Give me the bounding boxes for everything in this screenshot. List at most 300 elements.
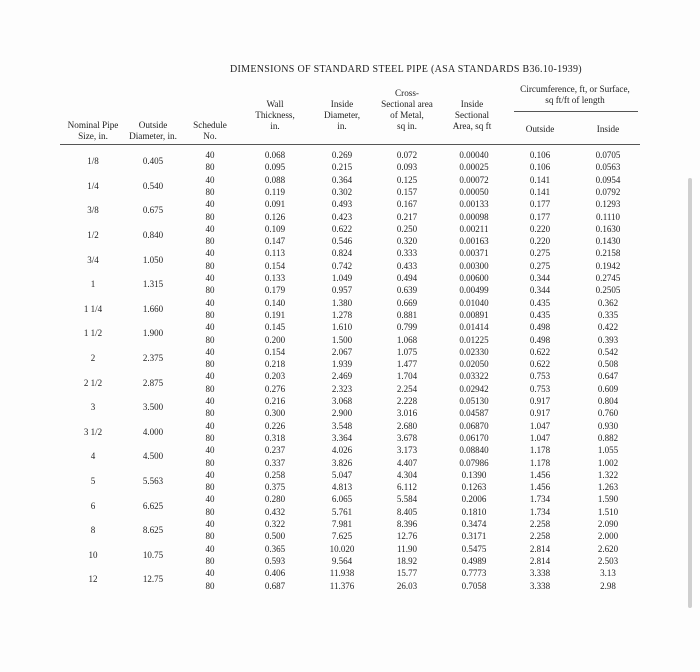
cell-id: 4.026 [331,445,353,456]
cell-id: 1.278 [331,309,353,320]
cell-c-out: 0.435 [529,297,551,308]
cell-od: 1.660 [142,303,164,314]
cell-in-area: 0.00211 [459,223,489,234]
cell-id: 3.826 [331,457,353,468]
cell-in-area: 0.07986 [459,457,489,468]
cell-area: 0.639 [396,285,418,296]
cell-area: 11.90 [397,543,417,554]
cell-wall: 0.154 [264,346,286,357]
cell-in-area: 0.01040 [459,297,489,308]
cell-c-in: 0.930 [597,420,619,431]
cell-c-out: 0.917 [529,408,551,419]
header-schedule: Schedule No. [193,120,227,141]
cell-id: 6.065 [331,494,353,505]
cell-sched: 80 [205,457,215,468]
cell-c-in: 0.2158 [595,248,621,259]
cell-id: 0.423 [331,211,353,222]
cell-c-out: 0.498 [529,322,551,333]
cell-wall: 0.218 [264,359,286,370]
cell-area: 0.333 [396,248,418,259]
cell-sched: 40 [205,199,215,210]
cell-sched: 40 [205,469,215,480]
cell-sched: 40 [205,150,215,160]
cell-wall: 0.432 [264,506,286,517]
cell-c-out: 0.275 [529,248,551,259]
circumference-divider [514,111,638,112]
scrollbar[interactable] [688,178,692,608]
cell-c-out: 1.178 [529,445,551,456]
cell-wall: 0.375 [264,482,286,493]
cell-in-area: 0.06870 [459,420,489,431]
cell-area: 3.678 [396,432,418,443]
cell-in-area: 0.01414 [459,322,489,333]
cell-c-in: 0.882 [597,432,619,443]
cell-in-area: 0.7773 [461,568,487,579]
cell-sched: 80 [205,531,215,542]
cell-od: 0.405 [142,156,164,167]
cell-id: 1.049 [331,273,353,283]
cell-c-in: 2.503 [597,555,619,566]
cell-size: 10 [88,549,98,560]
cell-id: 11.938 [329,568,355,579]
cell-sched: 40 [205,322,215,333]
cell-od: 8.625 [142,525,164,536]
header-circ-inside: Inside [596,124,620,134]
cell-wall: 0.318 [264,432,286,443]
cell-size: 2 1/2 [83,377,103,388]
cell-c-in: 0.1430 [595,236,621,247]
cell-id: 2.900 [331,408,353,419]
cell-c-in: 0.0563 [595,162,621,173]
header-nominal-size: Nominal Pipe Size, in. [67,120,119,141]
cell-c-out: 0.498 [529,334,551,345]
header-wall-thickness: Wall Thickness, in. [255,99,295,131]
cell-wall: 0.088 [264,174,286,185]
cell-id: 0.493 [331,199,353,210]
cell-area: 0.433 [396,260,418,271]
cell-c-out: 1.047 [529,420,551,431]
cell-id: 2.323 [331,383,353,394]
cell-od: 3.500 [142,402,164,413]
cell-in-area: 0.1810 [461,506,487,517]
cell-c-out: 0.275 [529,260,551,271]
cell-in-area: 0.02050 [459,359,489,370]
cell-id: 0.622 [331,223,353,234]
cell-c-out: 0.177 [529,199,551,210]
cell-c-in: 1.002 [597,457,619,468]
cell-sched: 40 [205,445,215,456]
cell-c-in: 0.0954 [595,174,621,185]
cell-id: 9.564 [331,555,353,566]
cell-c-in: 0.542 [597,346,619,357]
cell-in-area: 0.2006 [461,494,487,505]
cell-c-in: 1.590 [597,494,619,505]
cell-sched: 40 [205,396,215,406]
cell-c-in: 0.1293 [595,199,621,210]
cell-size: 2 [90,352,96,363]
cell-sched: 80 [205,211,215,222]
cell-c-in: 0.2505 [595,285,621,296]
cell-sched: 40 [205,519,215,529]
cell-c-in: 0.362 [597,297,619,308]
cell-sched: 40 [205,223,215,234]
cell-c-out: 0.917 [529,396,551,406]
cell-od: 4.000 [142,426,164,437]
cell-size: 6 [90,500,96,511]
cell-sched: 80 [205,260,215,271]
cell-in-area: 0.00040 [459,150,489,160]
cell-in-area: 0.08840 [459,445,489,456]
cell-id: 0.215 [331,162,353,173]
cell-c-out: 3.338 [529,568,551,579]
cell-area: 1.704 [396,371,418,382]
cell-wall: 0.200 [264,334,286,345]
cell-wall: 0.337 [264,457,286,468]
cell-c-in: 0.1942 [595,260,621,271]
cell-area: 0.093 [396,162,418,173]
cell-in-area: 0.3474 [461,519,487,529]
cell-od: 5.563 [142,475,164,486]
cell-size: 1/8 [87,156,99,167]
cell-in-area: 0.00050 [459,186,489,197]
cell-in-area: 0.00098 [459,211,489,222]
cell-in-area: 0.00300 [459,260,489,271]
cell-area: 0.217 [396,211,418,222]
cell-c-in: 0.422 [597,322,619,333]
cell-area: 0.881 [396,309,418,320]
cell-sched: 80 [205,236,215,247]
cell-size: 3 1/2 [83,426,103,437]
cell-area: 0.320 [396,236,418,247]
cell-wall: 0.179 [264,285,286,296]
cell-area: 8.405 [396,506,418,517]
cell-in-area: 0.05130 [459,396,489,406]
cell-wall: 0.276 [264,383,286,394]
cell-wall: 0.133 [264,273,286,283]
cell-c-in: 0.0792 [595,186,621,197]
cell-area: 4.304 [396,469,418,480]
cell-c-out: 0.344 [529,285,551,296]
cell-c-out: 0.344 [529,273,551,283]
cell-sched: 40 [205,568,215,579]
cell-area: 15.77 [396,568,418,579]
cell-c-in: 1.510 [597,506,619,517]
cell-od: 12.75 [142,574,164,585]
cell-sched: 40 [205,248,215,259]
cell-sched: 80 [205,162,215,173]
cell-c-in: 0.647 [597,371,619,382]
cell-c-out: 0.141 [529,186,551,197]
cell-area: 12.76 [396,531,418,542]
cell-sched: 40 [205,420,215,431]
cell-c-out: 0.220 [529,236,551,247]
cell-sched: 40 [205,297,215,308]
cell-wall: 0.237 [264,445,286,456]
header-outside-diameter: Outside Diameter, in. [129,120,177,141]
cell-id: 0.364 [331,174,353,185]
header-cross-sectional-area: Cross- Sectional area of Metal, sq in. [381,88,433,131]
cell-size: 3/8 [87,205,99,216]
cell-sched: 80 [205,432,215,443]
cell-wall: 0.300 [264,408,286,419]
cell-in-area: 0.1263 [461,482,487,493]
cell-area: 0.157 [396,186,418,197]
cell-in-area: 0.03322 [459,371,489,382]
cell-wall: 0.280 [264,494,286,505]
cell-area: 1.477 [396,359,418,370]
cell-in-area: 0.00371 [459,248,489,259]
cell-area: 0.799 [396,322,418,333]
cell-c-out: 0.753 [529,383,551,394]
cell-c-in: 2.090 [597,519,619,529]
cell-in-area: 0.00600 [459,273,489,283]
cell-size: 5 [90,475,96,486]
cell-area: 2.228 [396,396,418,406]
cell-wall: 0.113 [265,248,285,259]
cell-c-out: 1.178 [529,457,551,468]
cell-id: 3.068 [331,396,353,406]
cell-c-in: 0.1110 [595,211,621,222]
cell-sched: 80 [205,580,215,591]
cell-od: 2.875 [142,377,164,388]
cell-id: 2.469 [331,371,353,382]
cell-wall: 0.154 [264,260,286,271]
cell-c-out: 2.814 [529,555,551,566]
cell-c-out: 2.258 [529,519,551,529]
cell-id: 0.824 [331,248,353,259]
cell-size: 8 [90,525,96,536]
cell-sched: 80 [205,383,215,394]
cell-c-in: 1.263 [597,482,619,493]
cell-size: 1/2 [87,229,99,240]
cell-id: 2.067 [331,346,353,357]
cell-wall: 0.365 [264,543,286,554]
cell-wall: 0.500 [264,531,286,542]
cell-id: 11.376 [329,580,355,591]
cell-od: 2.375 [142,352,164,363]
cell-c-out: 0.141 [529,174,551,185]
cell-in-area: 0.02330 [459,346,489,357]
cell-wall: 0.109 [264,223,286,234]
header-inside-diameter: Inside Diameter, in. [323,99,361,131]
cell-sched: 80 [205,334,215,345]
cell-area: 0.125 [396,174,418,185]
cell-size: 1 [90,279,96,290]
cell-wall: 0.216 [264,396,286,406]
cell-area: 0.669 [396,297,418,308]
cell-sched: 40 [205,543,215,554]
cell-c-out: 1.456 [529,482,551,493]
cell-wall: 0.091 [264,199,286,210]
cell-c-in: 0.609 [597,383,619,394]
cell-wall: 0.322 [264,519,286,529]
header-rule [60,144,640,145]
cell-sched: 80 [205,285,215,296]
cell-id: 0.269 [331,150,353,160]
cell-size: 1 1/2 [83,328,103,339]
cell-id: 1.939 [331,359,353,370]
cell-c-in: 1.322 [597,469,619,480]
cell-id: 1.500 [331,334,353,345]
cell-id: 10.020 [329,543,355,554]
cell-area: 2.680 [396,420,418,431]
cell-id: 0.742 [331,260,353,271]
cell-od: 6.625 [142,500,164,511]
cell-area: 3.173 [396,445,418,456]
cell-id: 1.380 [331,297,353,308]
cell-c-out: 3.338 [529,580,551,591]
cell-area: 5.584 [396,494,418,505]
cell-sched: 80 [205,186,215,197]
cell-wall: 0.593 [264,555,286,566]
cell-od: 1.315 [142,279,164,290]
cell-in-area: 0.7058 [461,580,487,591]
cell-wall: 0.095 [264,162,286,173]
header-circumference: Circumference, ft, or Surface, sq ft/ft of length [520,84,630,105]
cell-area: 26.03 [396,580,418,591]
cell-id: 3.548 [331,420,353,431]
cell-sched: 40 [205,174,215,185]
cell-area: 4.407 [396,457,418,468]
cell-c-in: 0.393 [597,334,619,345]
cell-sched: 40 [205,494,215,505]
cell-c-out: 0.622 [529,346,551,357]
cell-in-area: 0.00891 [459,309,489,320]
cell-in-area: 0.1390 [461,469,487,480]
cell-size: 3 [90,402,96,413]
cell-c-in: 0.508 [597,359,619,370]
cell-c-in: 0.335 [597,309,619,320]
cell-wall: 0.687 [264,580,286,591]
cell-c-out: 2.814 [529,543,551,554]
cell-area: 2.254 [396,383,418,394]
cell-wall: 0.406 [264,568,286,579]
cell-od: 0.540 [142,180,164,191]
cell-wall: 0.145 [264,322,286,333]
cell-c-in: 0.1630 [595,223,621,234]
cell-sched: 80 [205,506,215,517]
cell-c-in: 3.13 [600,568,616,579]
cell-sched: 80 [205,408,215,419]
cell-area: 18.92 [396,555,418,566]
cell-area: 8.396 [396,519,418,529]
cell-id: 7.625 [331,531,353,542]
cell-area: 3.016 [396,408,418,419]
cell-id: 1.610 [331,322,353,333]
cell-size: 3/4 [87,254,99,265]
cell-id: 5.047 [331,469,353,480]
cell-c-out: 0.435 [529,309,551,320]
cell-sched: 80 [205,555,215,566]
cell-c-out: 1.734 [529,494,551,505]
cell-c-in: 0.2745 [595,273,621,283]
cell-c-out: 1.734 [529,506,551,517]
cell-in-area: 0.00025 [459,162,489,173]
cell-wall: 0.126 [264,211,286,222]
cell-sched: 80 [205,482,215,493]
cell-c-in: 2.98 [600,580,616,591]
cell-sched: 80 [205,359,215,370]
cell-c-out: 0.106 [529,150,551,160]
cell-area: 0.494 [396,273,418,283]
cell-area: 1.068 [396,334,418,345]
cell-id: 0.302 [331,186,353,197]
table-title: DIMENSIONS OF STANDARD STEEL PIPE (ASA STANDARDS B36.10-1939) [230,64,582,75]
cell-od: 10.75 [142,549,164,560]
cell-in-area: 0.06170 [459,432,489,443]
cell-in-area: 0.00133 [459,199,489,210]
cell-id: 0.957 [331,285,353,296]
cell-c-in: 0.760 [597,408,619,419]
header-inside-sectional-area: Inside Sectional Area, sq ft [452,99,492,131]
cell-id: 0.546 [331,236,353,247]
cell-in-area: 0.4989 [461,555,487,566]
cell-in-area: 0.00163 [459,236,489,247]
cell-c-out: 1.047 [529,432,551,443]
cell-wall: 0.119 [265,186,285,197]
cell-wall: 0.258 [264,469,286,480]
cell-od: 1.900 [142,328,164,339]
cell-in-area: 0.04587 [459,408,489,419]
cell-id: 5.761 [331,506,353,517]
cell-c-out: 1.456 [529,469,551,480]
cell-in-area: 0.02942 [459,383,489,394]
cell-in-area: 0.00499 [459,285,489,296]
cell-c-in: 0.0705 [595,150,621,160]
cell-area: 1.075 [396,346,418,357]
cell-od: 4.500 [142,451,164,462]
cell-wall: 0.191 [264,309,286,320]
cell-od: 0.675 [142,205,164,216]
cell-c-in: 0.804 [597,396,619,406]
cell-area: 0.167 [396,199,418,210]
cell-in-area: 0.3171 [461,531,487,542]
cell-in-area: 0.01225 [459,334,489,345]
cell-c-in: 1.055 [597,445,619,456]
cell-od: 1.050 [142,254,164,265]
cell-c-out: 0.220 [529,223,551,234]
cell-wall: 0.203 [264,371,286,382]
cell-size: 1/4 [87,180,99,191]
cell-c-out: 0.106 [529,162,551,173]
cell-c-out: 0.753 [529,371,551,382]
cell-od: 0.840 [142,229,164,240]
cell-sched: 40 [205,371,215,382]
cell-sched: 80 [205,309,215,320]
cell-sched: 40 [205,346,215,357]
cell-in-area: 0.00072 [459,174,489,185]
cell-wall: 0.140 [264,297,286,308]
cell-size: 12 [88,574,98,585]
cell-id: 3.364 [331,432,353,443]
cell-wall: 0.147 [264,236,286,247]
cell-size: 1 1/4 [83,303,103,314]
cell-c-in: 2.620 [597,543,619,554]
cell-wall: 0.068 [264,150,286,160]
cell-in-area: 0.5475 [461,543,487,554]
cell-wall: 0.226 [264,420,286,431]
cell-area: 6.112 [397,482,417,493]
cell-c-out: 2.258 [529,531,551,542]
cell-area: 0.072 [396,150,418,160]
cell-id: 7.981 [331,519,353,529]
cell-id: 4.813 [331,482,353,493]
cell-sched: 40 [205,273,215,283]
cell-area: 0.250 [396,223,418,234]
cell-c-out: 0.622 [529,359,551,370]
cell-c-in: 2.000 [597,531,619,542]
cell-size: 4 [90,451,96,462]
